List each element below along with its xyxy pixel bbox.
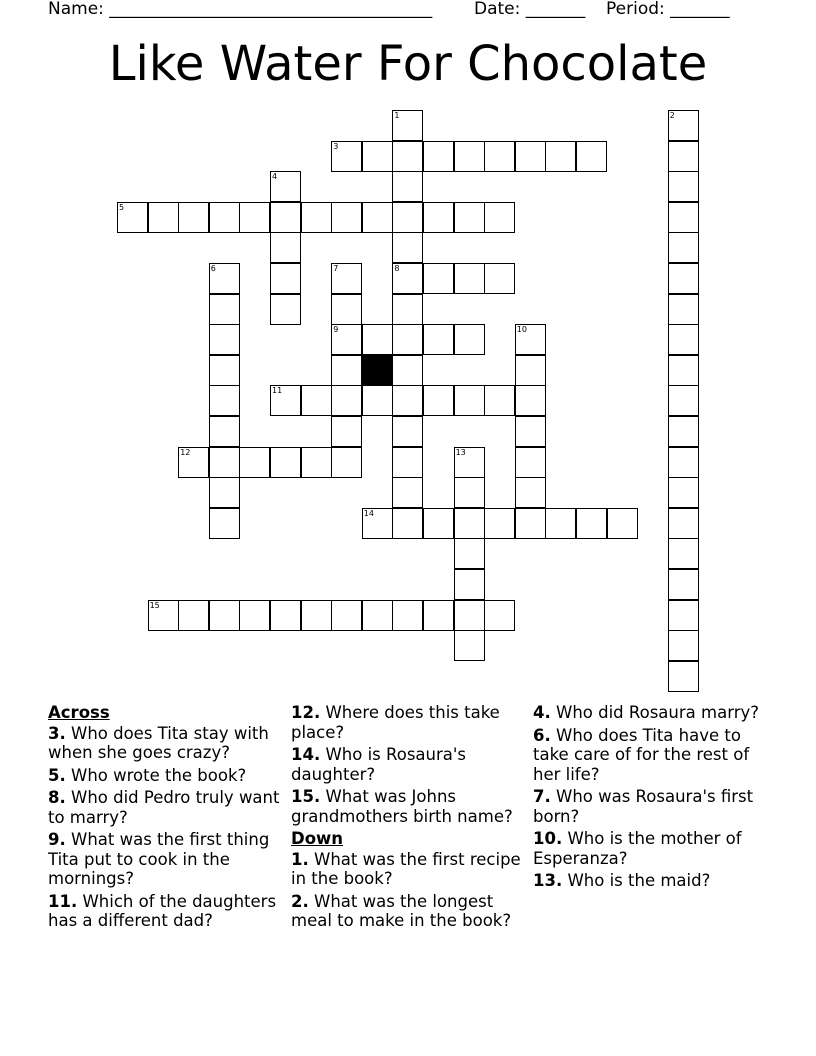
crossword-cell[interactable] [545,141,576,172]
crossword-cell[interactable] [301,447,332,478]
clue-number: 11. [48,891,78,911]
across-clue [291,745,527,784]
crossword-cell[interactable] [270,294,301,325]
crossword-cell[interactable] [668,324,699,355]
clue-number-label: 13 [455,447,466,457]
crossword-cell[interactable] [515,324,546,355]
crossword-cell[interactable] [331,600,362,631]
crossword-cell[interactable] [454,630,485,661]
clue-number: 10. [533,829,563,848]
clue-number: 14. [291,745,321,764]
crossword-cell[interactable] [423,141,454,172]
clue-number-label: 4 [272,172,278,182]
crossword-cell[interactable] [392,202,423,233]
crossword-cell[interactable] [392,600,423,631]
clue-number-label: 12 [180,447,191,457]
crossword-cell[interactable] [270,232,301,263]
crossword-cell[interactable] [209,416,240,447]
clue-text: What was the first thing Tita put to cook in the mornings? [48,830,270,888]
crossword-cell[interactable] [423,600,454,631]
crossword-cell[interactable] [362,202,393,233]
crossword-cell[interactable] [423,508,454,539]
crossword-cell[interactable] [668,538,699,569]
crossword-cell[interactable] [454,385,485,416]
crossword-cell[interactable] [392,508,423,539]
crossword-cell[interactable] [392,263,423,294]
crossword-cell[interactable] [392,355,423,386]
crossword-cell[interactable] [668,600,699,631]
clue-number: 12. [291,703,321,722]
clue-number-label: 11 [272,386,283,396]
clue-number: 3. [48,723,66,743]
crossword-cell[interactable] [668,171,699,202]
crossword-cell[interactable] [607,508,638,539]
crossword-cell[interactable] [484,508,515,539]
clue-number: 4. [533,703,551,722]
crossword-cell[interactable] [178,202,209,233]
crossword-cell[interactable] [454,508,485,539]
crossword-cell[interactable] [362,385,393,416]
crossword-cell[interactable] [362,508,393,539]
crossword-cell[interactable] [423,324,454,355]
crossword-cell[interactable] [331,324,362,355]
clue-text: Who did Pedro truly want to marry? [48,788,280,827]
crossword-cell[interactable] [668,630,699,661]
crossword-cell[interactable] [239,202,270,233]
clue-number-label: 5 [119,202,125,212]
crossword-cell[interactable] [209,508,240,539]
crossword-cell[interactable] [239,447,270,478]
crossword-cell[interactable] [331,385,362,416]
across-clue [291,787,527,826]
crossword-cell[interactable] [454,324,485,355]
crossword-cell[interactable] [515,385,546,416]
crossword-cell[interactable] [576,508,607,539]
crossword-cell[interactable] [148,600,179,631]
across-clue [291,703,527,742]
crossword-cell[interactable] [392,141,423,172]
crossword-cell[interactable] [423,385,454,416]
crossword-cell[interactable] [668,661,699,692]
crossword-cell[interactable] [576,141,607,172]
down-clue [533,787,769,826]
crossword-cell[interactable] [545,508,576,539]
crossword-cell[interactable] [331,141,362,172]
crossword-cell[interactable] [331,416,362,447]
clue-number: 15. [291,787,321,806]
crossword-cell[interactable] [331,263,362,294]
crossword-cell[interactable] [668,141,699,172]
crossword-cell[interactable] [668,569,699,600]
crossword-cell[interactable] [178,600,209,631]
crossword-cell[interactable] [454,600,485,631]
crossword-cell[interactable] [515,477,546,508]
crossword-cell[interactable] [668,202,699,233]
clue-number: 2. [291,891,309,911]
crossword-cell[interactable] [270,263,301,294]
crossword-cell[interactable] [301,202,332,233]
clue-text: Who does Tita have to take care of for the rest of her life? [533,725,750,784]
crossword-black-cell [362,355,393,386]
crossword-cell[interactable] [301,385,332,416]
crossword-cell[interactable] [668,385,699,416]
clue-number: 1. [291,849,309,869]
clue-number-label: 10 [516,325,527,335]
clue-number-label: 1 [394,111,400,120]
crossword-cell[interactable] [423,202,454,233]
clue-number: 7. [533,787,551,806]
across-clue [48,788,284,827]
crossword-cell[interactable] [362,141,393,172]
crossword-cell[interactable] [515,447,546,478]
down-clue [533,726,769,785]
crossword-cell[interactable] [668,416,699,447]
crossword-cell[interactable] [209,202,240,233]
clue-text: What was the longest meal to make in the book? [291,891,512,930]
clue-text: Who is the mother of Esperanza? [533,829,742,868]
clue-number-label: 15 [149,600,160,610]
crossword-cell[interactable] [270,600,301,631]
across-clue [48,766,284,786]
crossword-cell[interactable] [668,110,699,141]
crossword-cell[interactable] [454,569,485,600]
clue-number-label: 6 [210,264,216,273]
clue-text: Who does Tita stay with when she goes crazy? [48,723,269,762]
clue-text: Who wrote the book? [71,765,247,785]
clue-text: Where does this take place? [291,703,500,742]
crossword-cell[interactable] [239,600,270,631]
clue-text: What was the first recipe in the book? [291,849,521,888]
across-clue [48,830,284,889]
down-clue [291,850,527,889]
clue-number: 6. [533,725,551,745]
clue-text: Who is the maid? [567,871,711,890]
crossword-cell[interactable] [209,477,240,508]
crossword-cell[interactable] [454,202,485,233]
header-date-field: Date: _______ [474,0,586,19]
crossword-cell[interactable] [209,355,240,386]
crossword-cell[interactable] [270,385,301,416]
crossword-cell[interactable] [454,477,485,508]
crossword-cell[interactable] [454,538,485,569]
crossword-cell[interactable] [392,110,423,141]
crossword-cell[interactable] [515,416,546,447]
down-heading: Down [291,829,344,848]
crossword-cell[interactable] [484,141,515,172]
across-clue [48,724,284,763]
crossword-cell[interactable] [668,294,699,325]
down-clue [533,829,769,868]
crossword-cell[interactable] [484,600,515,631]
crossword-cell[interactable] [270,171,301,202]
crossword-cell[interactable] [148,202,179,233]
clue-text: Which of the daughters has a different dad? [48,891,277,930]
down-clue [533,703,769,723]
crossword-cell[interactable] [392,416,423,447]
crossword-cell[interactable] [423,263,454,294]
crossword-cell[interactable] [668,355,699,386]
crossword-cell[interactable] [484,263,515,294]
crossword-cell[interactable] [668,477,699,508]
crossword-cell[interactable] [454,447,485,478]
crossword-cell[interactable] [515,508,546,539]
crossword-cell[interactable] [117,202,148,233]
crossword-cell[interactable] [668,263,699,294]
clue-text: Who is Rosaura's daughter? [291,745,467,784]
crossword-cell[interactable] [668,232,699,263]
crossword-cell[interactable] [484,385,515,416]
crossword-cell[interactable] [392,324,423,355]
clue-number-label: 8 [394,264,400,273]
clue-number-label: 2 [669,111,675,120]
crossword-cell[interactable] [270,447,301,478]
header-period-field: Period: _______ [606,0,730,19]
crossword-cell[interactable] [392,447,423,478]
clue-number: 5. [48,765,66,785]
crossword-cell[interactable] [331,202,362,233]
page-title: Like Water For Chocolate [108,36,708,92]
header-name-field: Name: ______________________________________ [48,0,433,19]
clues-column-1 [48,703,284,934]
clue-number-label: 14 [363,508,374,518]
crossword-cell[interactable] [668,447,699,478]
crossword-cell[interactable] [392,477,423,508]
crossword-cell[interactable] [362,324,393,355]
down-clue [291,892,527,931]
clue-text: What was Johns grandmothers birth name? [291,787,513,826]
crossword-cell[interactable] [392,232,423,263]
crossword-cell[interactable] [454,263,485,294]
crossword-cell[interactable] [362,600,393,631]
clue-number-label: 3 [333,141,339,151]
crossword-cell[interactable] [209,263,240,294]
crossword-cell[interactable] [301,600,332,631]
clue-number-label: 9 [333,325,339,335]
crossword-cell[interactable] [668,508,699,539]
across-heading: Across [48,703,110,722]
crossword-cell[interactable] [392,294,423,325]
crossword-cell[interactable] [209,294,240,325]
crossword-cell[interactable] [209,600,240,631]
clue-text: Who did Rosaura marry? [556,703,759,722]
crossword-cell[interactable] [515,355,546,386]
clues-column-2 [291,703,527,934]
clue-number-label: 7 [333,264,339,273]
crossword-cell[interactable] [454,141,485,172]
clue-text: Who was Rosaura's first born? [533,787,754,826]
crossword-cell[interactable] [178,447,209,478]
down-clue [533,871,769,891]
crossword-cell[interactable] [331,355,362,386]
clue-number: 9. [48,830,66,849]
clue-number: 13. [533,871,563,890]
crossword-cell[interactable] [392,385,423,416]
crossword-cell[interactable] [331,447,362,478]
across-clue [48,892,284,931]
crossword-cell[interactable] [331,294,362,325]
crossword-cell[interactable] [515,141,546,172]
crossword-cell[interactable] [209,324,240,355]
crossword-cell[interactable] [392,171,423,202]
crossword-cell[interactable] [484,202,515,233]
clues-column-3 [533,703,769,894]
clue-number: 8. [48,788,66,807]
crossword-cell[interactable] [270,202,301,233]
crossword-cell[interactable] [209,447,240,478]
crossword-cell[interactable] [209,385,240,416]
